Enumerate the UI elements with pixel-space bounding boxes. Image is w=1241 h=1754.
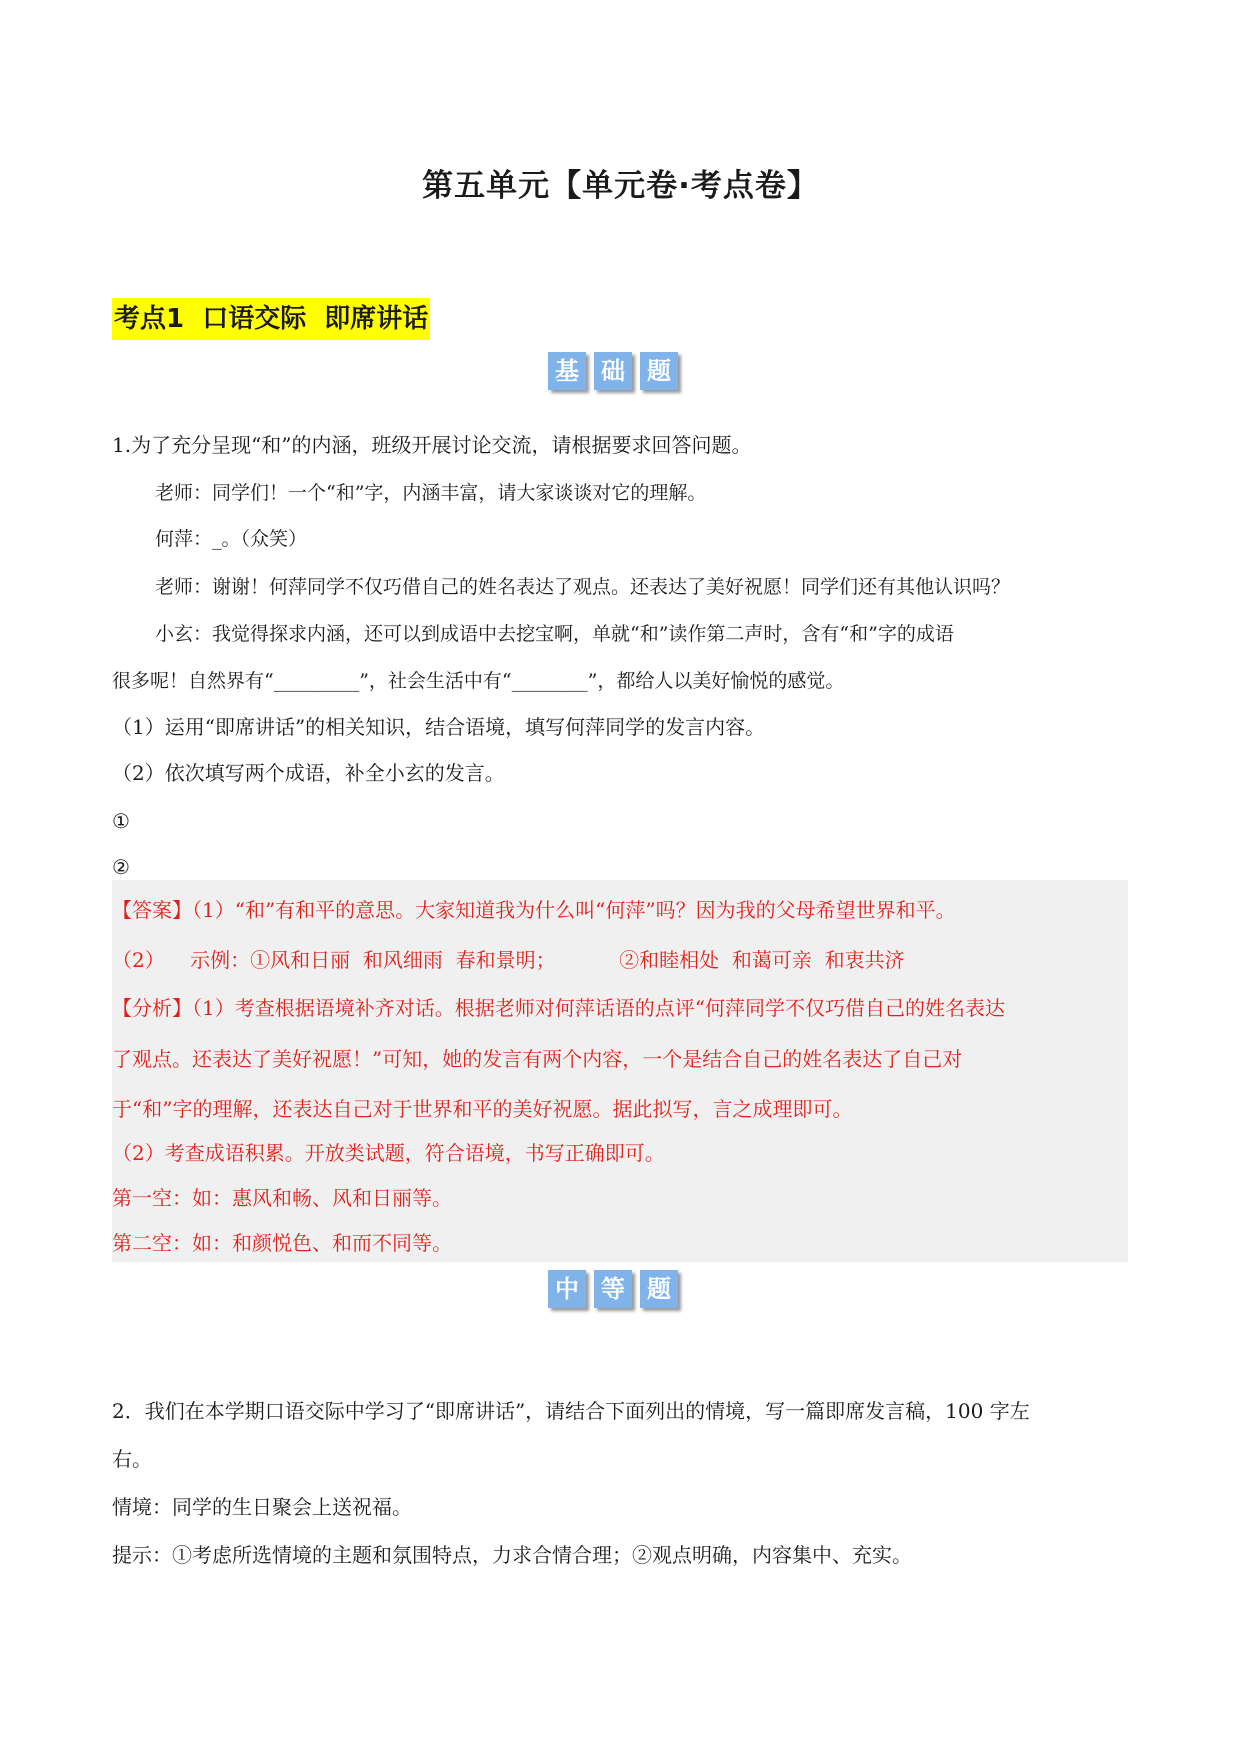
level-char: 等 xyxy=(594,1270,632,1308)
sub-question-1: （1）运用“即席讲话”的相关知识，结合语境，填写何萍同学的发言内容。 xyxy=(112,715,766,739)
dialogue-line: 小玄：我觉得探求内涵，还可以到成语中去挖宝啊，单就“和”读作第二声时，含有“和”字的成语 xyxy=(155,623,954,645)
level-badge-basic xyxy=(548,352,678,390)
level-char: 基 xyxy=(548,352,586,390)
dialogue-line: 很多呢！自然界有“_________”，社会生活中有“________”，都给人以美好愉悦的感觉。 xyxy=(112,670,845,692)
analysis-line: 【分析】（1）考查根据语境补齐对话。根据老师对何萍话语的点评“何萍同学不仅巧借自己的姓名表达 xyxy=(112,996,1005,1020)
page-title: 第五单元【单元卷·考点卷】 xyxy=(422,168,819,204)
answer-blank-2: ② xyxy=(112,855,130,879)
analysis-line: 第二空：如：和颜悦色、和而不同等。 xyxy=(112,1231,452,1255)
answer-blank-1: ① xyxy=(112,809,130,833)
level-badge-medium xyxy=(548,1270,678,1308)
level-char: 题 xyxy=(640,1270,678,1308)
question-1-stem: 1.为了充分呈现“和”的内涵，班级开展讨论交流，请根据要求回答问题。 xyxy=(112,433,752,457)
level-char: 础 xyxy=(594,352,632,390)
dialogue-line: 老师：同学们！一个“和”字，内涵丰富，请大家谈谈对它的理解。 xyxy=(155,482,707,504)
analysis-line: 第一空：如：惠风和畅、风和日丽等。 xyxy=(112,1186,452,1210)
analysis-line: （2）考查成语积累。开放类试题，符合语境，书写正确即可。 xyxy=(112,1141,665,1165)
answer-line: （2） 示例：①风和日丽 和风细雨 春和景明； ②和睦相处 和蔼可亲 和衷共济 xyxy=(112,948,905,972)
answer-line: 【答案】（1）“和”有和平的意思。大家知道我为什么叫“何萍”吗？因为我的父母希望世界和平。 xyxy=(112,898,956,922)
dialogue-line: 何萍：_。（众笑） xyxy=(155,528,308,550)
analysis-line: 了观点。还表达了美好祝愿！”可知，她的发言有两个内容，一个是结合自己的姓名表达了自己对 xyxy=(112,1047,963,1071)
section-heading: 考点1 口语交际 即席讲话 xyxy=(112,298,430,340)
level-char: 题 xyxy=(640,352,678,390)
sub-question-2: （2）依次填写两个成语，补全小玄的发言。 xyxy=(112,761,505,785)
analysis-line: 于“和”字的理解，还表达自己对于世界和平的美好祝愿。据此拟写，言之成理即可。 xyxy=(112,1097,853,1121)
question-2-stem: 右。 xyxy=(112,1447,152,1471)
dialogue-line: 老师：谢谢！何萍同学不仅巧借自己的姓名表达了观点。还表达了美好祝愿！同学们还有其他认识吗？ xyxy=(155,576,1011,598)
question-2-context: 情境：同学的生日聚会上送祝福。 xyxy=(112,1495,412,1519)
question-2-stem: 2．我们在本学期口语交际中学习了“即席讲话”，请结合下面列出的情境，写一篇即席发言稿，100 字左 xyxy=(112,1399,1030,1423)
question-2-hint: 提示：①考虑所选情境的主题和氛围特点，力求合情合理；②观点明确，内容集中、充实。 xyxy=(112,1543,912,1567)
level-char: 中 xyxy=(548,1270,586,1308)
